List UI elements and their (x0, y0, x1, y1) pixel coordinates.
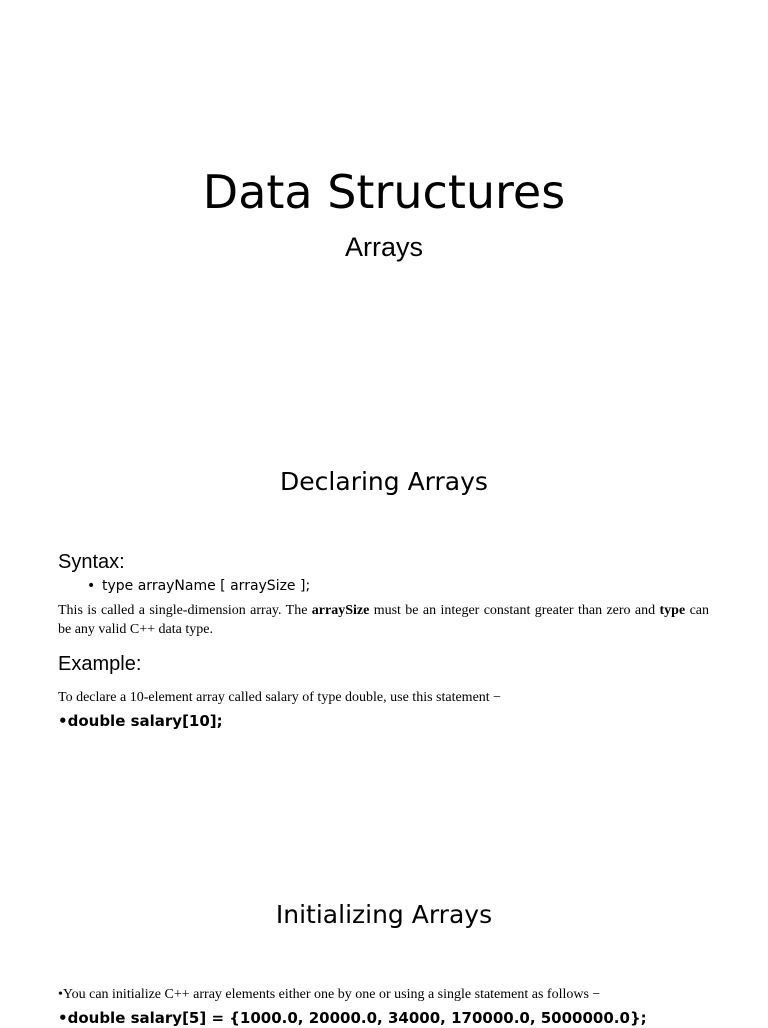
presentation-title: Data Structures (202, 165, 566, 219)
bullet-icon: • (87, 578, 96, 594)
initialization-description (58, 985, 709, 1004)
declaring-arrays-slide (0, 420, 768, 850)
code-text: double salary[5] = {1000.0, 20000.0, 34000, 170000.0, 5000000.0}; (67, 1009, 647, 1027)
description-text: This is called a single-dimension array. The (58, 603, 312, 618)
code-example (58, 711, 223, 731)
example-label: Example: (58, 653, 142, 675)
slide-heading: Initializing Arrays (275, 900, 493, 929)
syntax-label: Syntax: (58, 551, 125, 573)
description-text: can be any valid C++ data type. (58, 603, 709, 637)
syntax-bullet-item (87, 577, 310, 595)
code-text: double salary[10]; (67, 712, 223, 730)
title-slide (0, 0, 768, 420)
presentation-subtitle: Arrays (344, 232, 423, 262)
slide-heading: Declaring Arrays (280, 467, 488, 496)
bullet-icon: • (58, 987, 63, 1002)
description-text: must be an integer constant greater than zero and (369, 603, 660, 618)
bullet-icon: • (58, 1009, 68, 1027)
description-keyword: arraySize (311, 603, 370, 618)
code-example (58, 1008, 647, 1028)
syntax-text: type arrayName [ arraySize ]; (102, 578, 311, 594)
description-text: You can initialize C++ array elements either one by one or using a single statement as follows − (62, 987, 601, 1002)
initializing-arrays-slide (0, 850, 768, 1027)
example-description: To declare a 10-element array called salary of type double, use this statement − (58, 690, 502, 705)
description-keyword: type (659, 603, 686, 618)
syntax-description (58, 601, 709, 639)
bullet-icon: • (58, 712, 68, 730)
